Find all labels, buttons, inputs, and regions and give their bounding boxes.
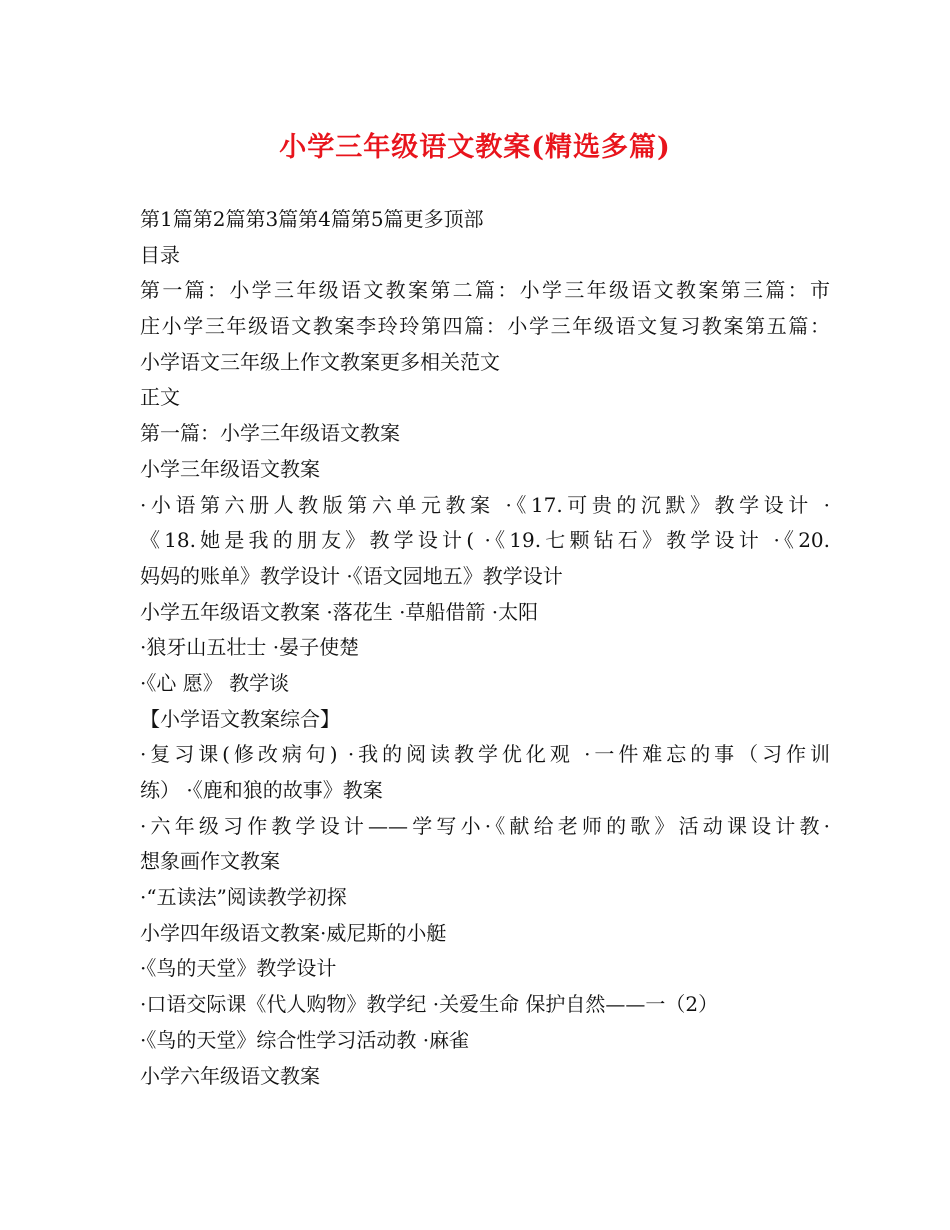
text-line: 《18.她是我的朋友》教学设计( ·《19.七颗钻石》教学设计 ·《20. <box>140 528 830 553</box>
text-line: 小学四年级语文教案·威尼斯的小艇 <box>140 920 447 945</box>
chapter-heading: 第一篇：小学三年级语文教案 <box>140 421 400 446</box>
text-line: ·六年级习作教学设计——学写小·《献给老师的歌》活动课设计教· <box>140 813 830 838</box>
section-nav-line: 第1篇第2篇第3篇第4篇第5篇更多顶部 <box>140 207 484 231</box>
text-line: 妈妈的账单》教学设计 ·《语文园地五》教学设计 <box>140 563 563 588</box>
text-line: 小学五年级语文教案 ·落花生 ·草船借箭 ·太阳 <box>140 599 539 624</box>
text-line: ·狼牙山五壮士 ·晏子使楚 <box>140 635 360 660</box>
text-line: ·《心 愿》 教学谈 <box>140 670 290 695</box>
body-heading: 正文 <box>140 385 180 410</box>
text-line: 练） ·《鹿和狼的故事》教案 <box>140 778 383 802</box>
toc-line: 第一篇：小学三年级语文教案第二篇：小学三年级语文教案第三篇：市 <box>140 278 830 303</box>
lesson-list-paragraph <box>140 488 830 595</box>
text-line: ·小语第六册人教版第六单元教案 ·《17.可贵的沉默》教学设计 · <box>140 492 830 517</box>
text-line: ·复习课(修改病句) ·我的阅读教学优化观 ·一件难忘的事（习作训 <box>140 742 830 767</box>
document-body <box>140 202 830 1094</box>
text-line: 想象画作文教案 <box>140 849 280 874</box>
text-line: 小学六年级语文教案 <box>140 1063 320 1088</box>
toc-line: 庄小学三年级语文教案李玲玲第四篇：小学三年级语文复习教案第五篇： <box>140 314 830 339</box>
document-title: 小学三年级语文教案(精选多篇) <box>279 132 671 163</box>
text-line: ·“五读法”阅读教学初探 <box>140 885 347 910</box>
text-line: ·口语交际课《代人购物》教学纪 ·关爱生命 保护自然——一（2） <box>140 992 719 1017</box>
text-line: 【小学语文教案综合】 <box>140 706 340 731</box>
toc-paragraph <box>140 273 830 380</box>
toc-heading: 目录 <box>140 242 180 267</box>
text-line: 小学三年级语文教案 <box>140 456 320 481</box>
review-paragraph <box>140 737 830 808</box>
text-line: ·《鸟的天堂》教学设计 <box>140 956 337 981</box>
toc-line: 小学语文三年级上作文教案更多相关范文 <box>140 349 500 374</box>
writing-paragraph <box>140 809 830 880</box>
text-line: ·《鸟的天堂》综合性学习活动教 ·麻雀 <box>140 1027 470 1052</box>
